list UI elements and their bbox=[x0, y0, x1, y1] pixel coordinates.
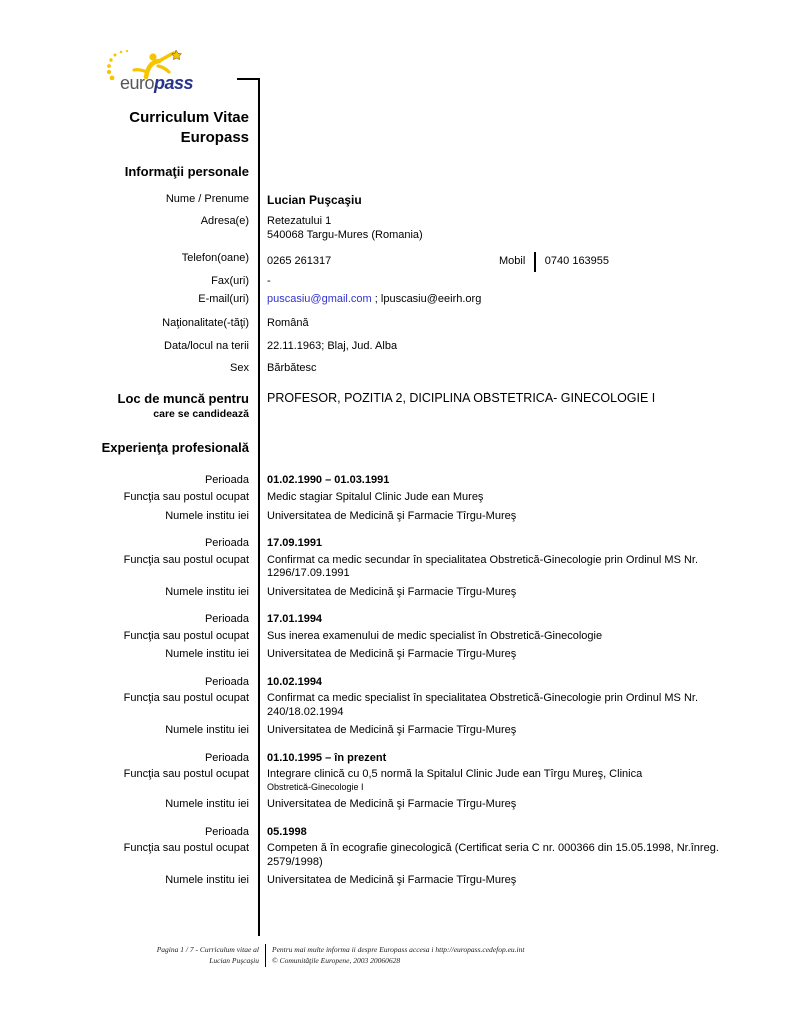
address-label: Adresa(e) bbox=[200, 215, 249, 228]
period-row bbox=[100, 676, 723, 690]
phone-value-group bbox=[258, 252, 723, 272]
fax-label: Fax(uri) bbox=[211, 274, 249, 287]
experience-section-title: Experienţa profesională bbox=[101, 440, 249, 456]
institution-value: Universitatea de Medicină şi Farmacie Tîrgu-Mureş bbox=[267, 585, 517, 598]
personal-section-title: Informaţii personale bbox=[124, 163, 249, 179]
phone-label: Telefon(oane) bbox=[181, 251, 249, 264]
mobile-label: Mobil bbox=[499, 254, 526, 267]
phone-value: 0265 261317 bbox=[267, 254, 332, 267]
sex-row bbox=[100, 362, 723, 376]
job-applied-label bbox=[100, 391, 258, 420]
role-value bbox=[258, 491, 723, 505]
period-row bbox=[100, 826, 723, 840]
role-label: Funcţia sau postul ocupat bbox=[123, 768, 249, 781]
email-value bbox=[258, 293, 723, 307]
institution-label: Numele institu iei bbox=[165, 648, 249, 661]
europass-logo-text bbox=[120, 74, 193, 92]
role-value bbox=[258, 554, 723, 581]
name-label: Nume / Prenume bbox=[165, 193, 249, 206]
period-label: Perioada bbox=[204, 675, 249, 688]
experience-entries bbox=[100, 474, 723, 888]
period-row bbox=[100, 752, 723, 766]
role-row bbox=[100, 554, 723, 581]
institution-value: Universitatea de Medicină şi Farmacie Tîrgu-Mureş bbox=[267, 724, 517, 737]
title-line2: Europass bbox=[180, 128, 249, 146]
period-value: 10.02.1994 bbox=[267, 675, 323, 688]
period-label: Perioada bbox=[204, 474, 249, 487]
birth-label: Data/locul na terii bbox=[164, 339, 249, 352]
job-applied-label-line1: Loc de muncă pentru bbox=[117, 391, 249, 407]
institution-label: Numele institu iei bbox=[165, 509, 249, 522]
period-label: Perioada bbox=[204, 613, 249, 626]
role-text: Competen ă în ecografie ginecologică (Certificat seria C nr. 000366 din 15.05.1998, Nr.înreg. 2579/1998) bbox=[267, 842, 719, 868]
institution-row bbox=[100, 798, 723, 812]
role-value bbox=[258, 768, 723, 793]
sex-value: Bărbătesc bbox=[267, 361, 317, 374]
institution-value: Universitatea de Medicină şi Farmacie Tîrgu-Mureş bbox=[267, 874, 517, 887]
email-row bbox=[100, 293, 723, 307]
period-value: 05.1998 bbox=[267, 825, 307, 838]
logo-pass-text: pass bbox=[154, 73, 194, 93]
institution-row bbox=[100, 874, 723, 888]
address-line2: 540068 Targu-Mures (Romania) bbox=[267, 228, 423, 241]
period-value: 01.10.1995 – în prezent bbox=[267, 751, 387, 764]
institution-label: Numele institu iei bbox=[165, 874, 249, 887]
footer-page-number: Pagina 1 / 7 - Curriculum vitae al bbox=[156, 945, 259, 954]
birth-row bbox=[100, 340, 723, 354]
footer-right bbox=[265, 944, 731, 967]
period-row bbox=[100, 613, 723, 627]
period-label: Perioada bbox=[204, 751, 249, 764]
role-label: Funcţia sau postul ocupat bbox=[123, 553, 249, 566]
experience-entry bbox=[100, 474, 723, 523]
role-text: Confirmat ca medic specialist în specialitatea Obstretică-Ginecologie prin Ordinul MS Nr. 240/18.02.1994 bbox=[267, 692, 699, 718]
mobile-divider bbox=[534, 252, 536, 272]
role-label: Funcţia sau postul ocupat bbox=[123, 842, 249, 855]
institution-label: Numele institu iei bbox=[165, 724, 249, 737]
period-value: 17.09.1991 bbox=[267, 537, 323, 550]
job-applied-label-line2: care se candidează bbox=[153, 407, 249, 420]
institution-value: Universitatea de Medicină şi Farmacie Tîrgu-Mureş bbox=[267, 509, 517, 522]
title-line1: Curriculum Vitae bbox=[129, 109, 249, 126]
period-value: 01.02.1990 – 01.03.1991 bbox=[267, 474, 390, 487]
experience-entry bbox=[100, 826, 723, 888]
table-top-tick bbox=[237, 78, 259, 80]
institution-row bbox=[100, 648, 723, 662]
birth-value: 22.11.1963; Blaj, Jud. Alba bbox=[267, 339, 398, 352]
email-secondary: ; lpuscasiu@eeirh.org bbox=[371, 293, 482, 306]
period-row bbox=[100, 537, 723, 551]
institution-row bbox=[100, 724, 723, 738]
role-label: Funcţia sau postul ocupat bbox=[123, 490, 249, 503]
mobile-value: 0740 163955 bbox=[544, 254, 610, 267]
personal-section-row bbox=[100, 164, 723, 180]
sex-label: Sex bbox=[230, 361, 249, 374]
period-label: Perioada bbox=[204, 537, 249, 550]
job-applied-row bbox=[100, 391, 723, 420]
role-value bbox=[258, 630, 723, 644]
period-label: Perioada bbox=[204, 825, 249, 838]
role-row bbox=[100, 842, 723, 869]
role-label: Funcţia sau postul ocupat bbox=[123, 629, 249, 642]
role-text: Integrare clinică cu 0,5 normă la Spitalul Clinic Jude ean Tîrgu Mureş, Clinica bbox=[267, 768, 643, 781]
document-title bbox=[100, 108, 258, 148]
period-value: 17.01.1994 bbox=[267, 613, 323, 626]
institution-row bbox=[100, 586, 723, 600]
nationality-value: Română bbox=[267, 317, 309, 330]
role-row bbox=[100, 491, 723, 505]
address-row bbox=[100, 215, 723, 243]
role-text-small: Obstretică-Ginecologie I bbox=[267, 781, 364, 792]
address-line1: Retezatului 1 bbox=[267, 215, 332, 228]
institution-label: Numele institu iei bbox=[165, 798, 249, 811]
role-text: Confirmat ca medic secundar în specialitatea Obstretică-Ginecologie prin Ordinul MS Nr. 1296/17.09.1991 bbox=[267, 553, 699, 580]
phone-row bbox=[100, 252, 723, 272]
nationality-row bbox=[100, 317, 723, 331]
document-title-row bbox=[100, 108, 723, 148]
email-label: E-mail(uri) bbox=[198, 293, 249, 306]
role-row bbox=[100, 692, 723, 719]
footer-left bbox=[100, 944, 265, 967]
fax-value: - bbox=[267, 274, 271, 287]
role-text: Medic stagiar Spitalul Clinic Jude ean Mureş bbox=[267, 490, 484, 503]
institution-row bbox=[100, 510, 723, 524]
europass-logo bbox=[106, 50, 216, 104]
experience-section-row bbox=[100, 440, 723, 456]
role-text: Sus inerea examenului de medic specialist în Obstretică-Ginecologie bbox=[267, 629, 603, 642]
footer-author: Lucian Puşcaşiu bbox=[209, 956, 259, 966]
role-label: Funcţia sau postul ocupat bbox=[123, 692, 249, 705]
institution-value: Universitatea de Medicină şi Farmacie Tîrgu-Mureş bbox=[267, 648, 517, 661]
institution-label: Numele institu iei bbox=[165, 585, 249, 598]
address-value bbox=[258, 215, 723, 243]
role-value bbox=[258, 842, 723, 869]
job-applied-value: PROFESOR, POZITIA 2, DICIPLINA OBSTETRICA- GINECOLOGIE I bbox=[267, 391, 656, 406]
institution-value: Universitatea de Medicină şi Farmacie Tîrgu-Mureş bbox=[267, 798, 517, 811]
role-value bbox=[258, 692, 723, 719]
role-row bbox=[100, 630, 723, 644]
page-footer bbox=[100, 944, 731, 967]
experience-entry bbox=[100, 752, 723, 812]
role-row bbox=[100, 768, 723, 793]
logo-euro-text: euro bbox=[120, 73, 155, 93]
footer-europass-info: Pentru mai multe informa ii despre Europass accesa i http://europass.cedefop.eu.int bbox=[272, 945, 525, 954]
fax-row bbox=[100, 275, 723, 289]
experience-entry bbox=[100, 613, 723, 662]
experience-entry bbox=[100, 676, 723, 738]
cv-page bbox=[100, 108, 723, 888]
experience-entry bbox=[100, 537, 723, 599]
footer-copyright: © Comunităţile Europene, 2003 20060628 bbox=[272, 956, 401, 966]
nationality-label: Naţionalitate(-tăţi) bbox=[162, 317, 249, 330]
period-row bbox=[100, 474, 723, 488]
name-value: Lucian Puşcaşiu bbox=[267, 193, 362, 208]
email-link[interactable]: puscasiu@gmail.com bbox=[267, 293, 372, 306]
name-row bbox=[100, 193, 723, 208]
